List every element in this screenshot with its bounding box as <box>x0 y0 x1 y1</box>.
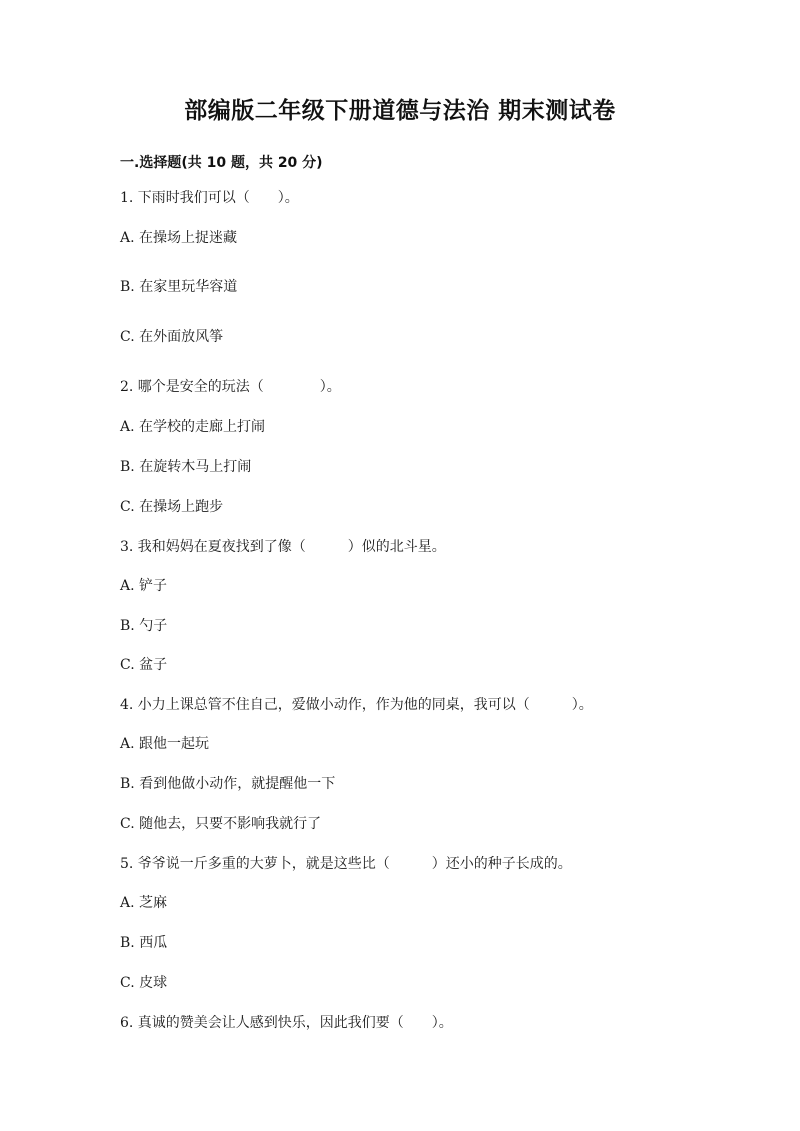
answer-option: C. 在操场上跑步 <box>120 499 224 515</box>
answer-option: C. 在外面放风筝 <box>120 329 224 345</box>
answer-option: A. 跟他一起玩 <box>120 736 210 752</box>
answer-option: A. 在操场上捉迷藏 <box>120 230 238 246</box>
answer-option: A. 芝麻 <box>120 895 168 911</box>
answer-option: A. 在学校的走廊上打闹 <box>120 419 266 435</box>
page-title: 部编版二年级下册道德与法治 期末测试卷 <box>184 98 616 124</box>
question-stem: 2. 哪个是安全的玩法（ ）。 <box>120 379 341 395</box>
answer-option: C. 盆子 <box>120 657 168 673</box>
answer-option: B. 看到他做小动作，就提醒他一下 <box>120 776 336 792</box>
answer-option: C. 皮球 <box>120 975 168 991</box>
answer-option: B. 西瓜 <box>120 935 168 951</box>
question-stem: 5. 爷爷说一斤多重的大萝卜，就是这些比（ ）还小的种子长成的。 <box>120 856 572 872</box>
answer-option: C. 随他去，只要不影响我就行了 <box>120 816 322 832</box>
answer-option: B. 在家里玩华容道 <box>120 279 238 295</box>
question-stem: 3. 我和妈妈在夏夜找到了像（ ）似的北斗星。 <box>120 539 446 555</box>
answer-option: B. 勺子 <box>120 618 168 634</box>
question-stem: 4. 小力上课总管不住自己，爱做小动作，作为他的同桌，我可以（ ）。 <box>120 697 593 713</box>
answer-option: B. 在旋转木马上打闹 <box>120 459 252 475</box>
answer-option: A. 铲子 <box>120 578 168 594</box>
section-heading: 一.选择题(共 10 题，共 20 分) <box>120 155 323 171</box>
question-stem: 1. 下雨时我们可以（ ）。 <box>120 190 299 206</box>
question-stem: 6. 真诚的赞美会让人感到快乐，因此我们要（ ）。 <box>120 1015 453 1031</box>
